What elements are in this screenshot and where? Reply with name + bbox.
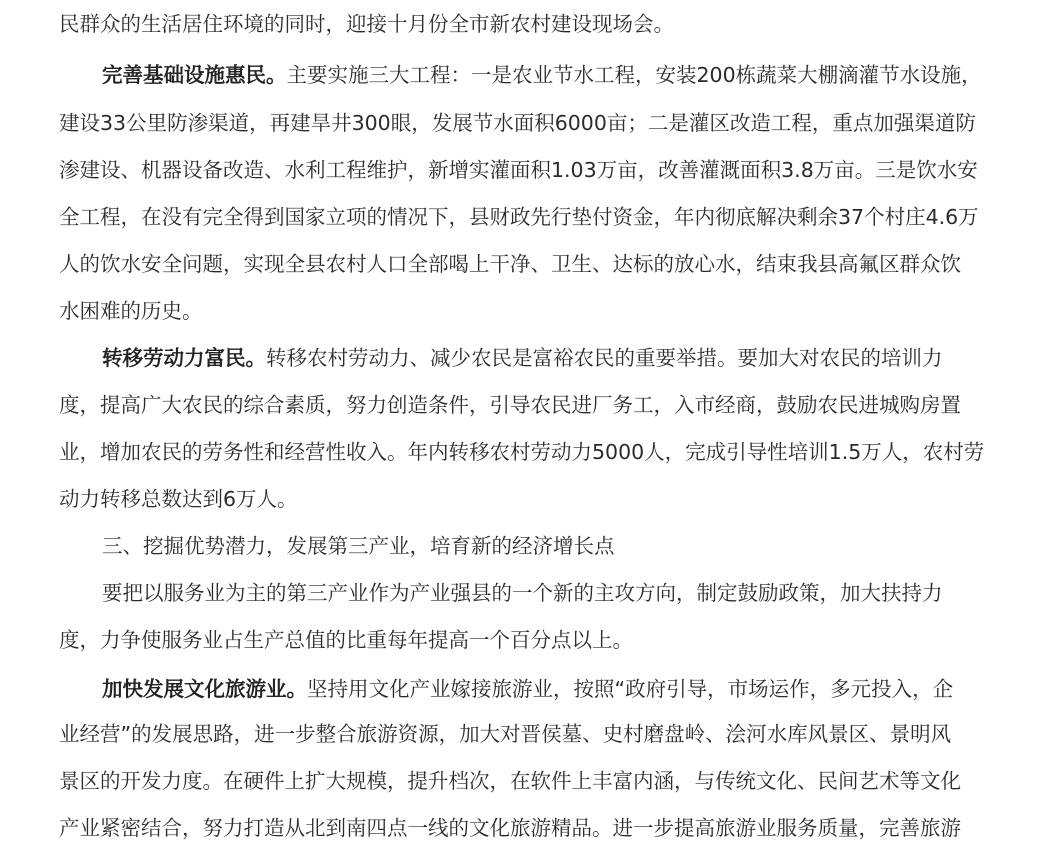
text-segment: 全工程，在没有完全得到国家立项的情况下，县财政先行垫付资金，年内彻底解决剩余37个村庄4.6万	[59, 205, 979, 229]
text-line	[59, 242, 961, 286]
text-segment: 要把以服务业为主的第三产业作为产业强县的一个新的主攻方向，制定鼓励政策，加大扶持力	[102, 581, 943, 605]
text-line	[59, 712, 951, 756]
text-line	[59, 148, 978, 192]
text-segment: 度，提高广大农民的综合素质，努力创造条件，引导农民进厂务工，入市经商，鼓励农民进城购房置	[59, 393, 961, 417]
text-segment: 建设33公里防渗渠道，再建旱井300眼，发展节水面积6000亩；二是灌区改造工程，重点加强渠道防	[59, 111, 976, 135]
text-line	[59, 477, 298, 521]
text-segment: 水困难的历史。	[59, 299, 203, 323]
text-line	[102, 53, 982, 97]
text-segment: 民群众的生活居住环境的同时，迎接十月份全市新农村建设现场会。	[59, 12, 674, 36]
text-segment: 主要实施三大工程：一是农业节水工程，安装200栋蔬菜大棚滴灌节水设施，	[286, 63, 982, 87]
section-heading: 完善基础设施惠民。	[102, 63, 287, 87]
text-segment: 产业紧密结合，努力打造从北到南四点一线的文化旅游精品。进一步提高旅游业服务质量，完善旅游	[59, 816, 961, 840]
text-segment: 动力转移总数达到6万人。	[59, 487, 298, 511]
section-heading: 转移劳动力富民。	[102, 346, 266, 370]
text-segment: 坚持用文化产业嫁接旅游业，按照“政府引导，市场运作，多元投入，企	[307, 677, 954, 701]
text-line	[59, 289, 203, 333]
text-line	[102, 571, 943, 615]
text-segment: 渗建设、机器设备改造、水利工程维护，新增实灌面积1.03万亩，改善灌溉面积3.8万亩。三是饮水安	[59, 158, 978, 182]
text-line	[59, 806, 961, 850]
section-heading: 加快发展文化旅游业。	[102, 677, 307, 701]
text-line	[59, 383, 961, 427]
text-line	[102, 667, 953, 711]
text-line	[59, 430, 984, 474]
text-segment: 转移农村劳动力、减少农民是富裕农民的重要举措。要加大对农民的培训力	[266, 346, 943, 370]
section-title: 三、挖掘优势潜力，发展第三产业，培育新的经济增长点	[102, 534, 615, 558]
text-segment: 业经营”的发展思路，进一步整合旅游资源，加大对晋侯墓、史村磨盘岭、浍河水库风景区、景明风	[59, 722, 952, 746]
text-segment: 人的饮水安全问题，实现全县农村人口全部喝上干净、卫生、达标的放心水，结束我县高氟区群众饮	[59, 252, 961, 276]
text-segment: 景区的开发力度。在硬件上扩大规模，提升档次，在软件上丰富内涵，与传统文化、民间艺术等文化	[59, 769, 961, 793]
text-segment: 业，增加农民的劳务性和经营性收入。年内转移农村劳动力5000人，完成引导性培训1.5万人，农村劳	[59, 440, 985, 464]
text-line	[59, 101, 976, 145]
text-line	[59, 759, 961, 803]
text-line	[59, 2, 674, 46]
text-line	[59, 195, 979, 239]
text-line	[102, 336, 943, 380]
text-segment: 度，力争使服务业占生产总值的比重每年提高一个百分点以上。	[59, 628, 633, 652]
text-line	[102, 524, 615, 568]
text-line	[59, 618, 633, 662]
